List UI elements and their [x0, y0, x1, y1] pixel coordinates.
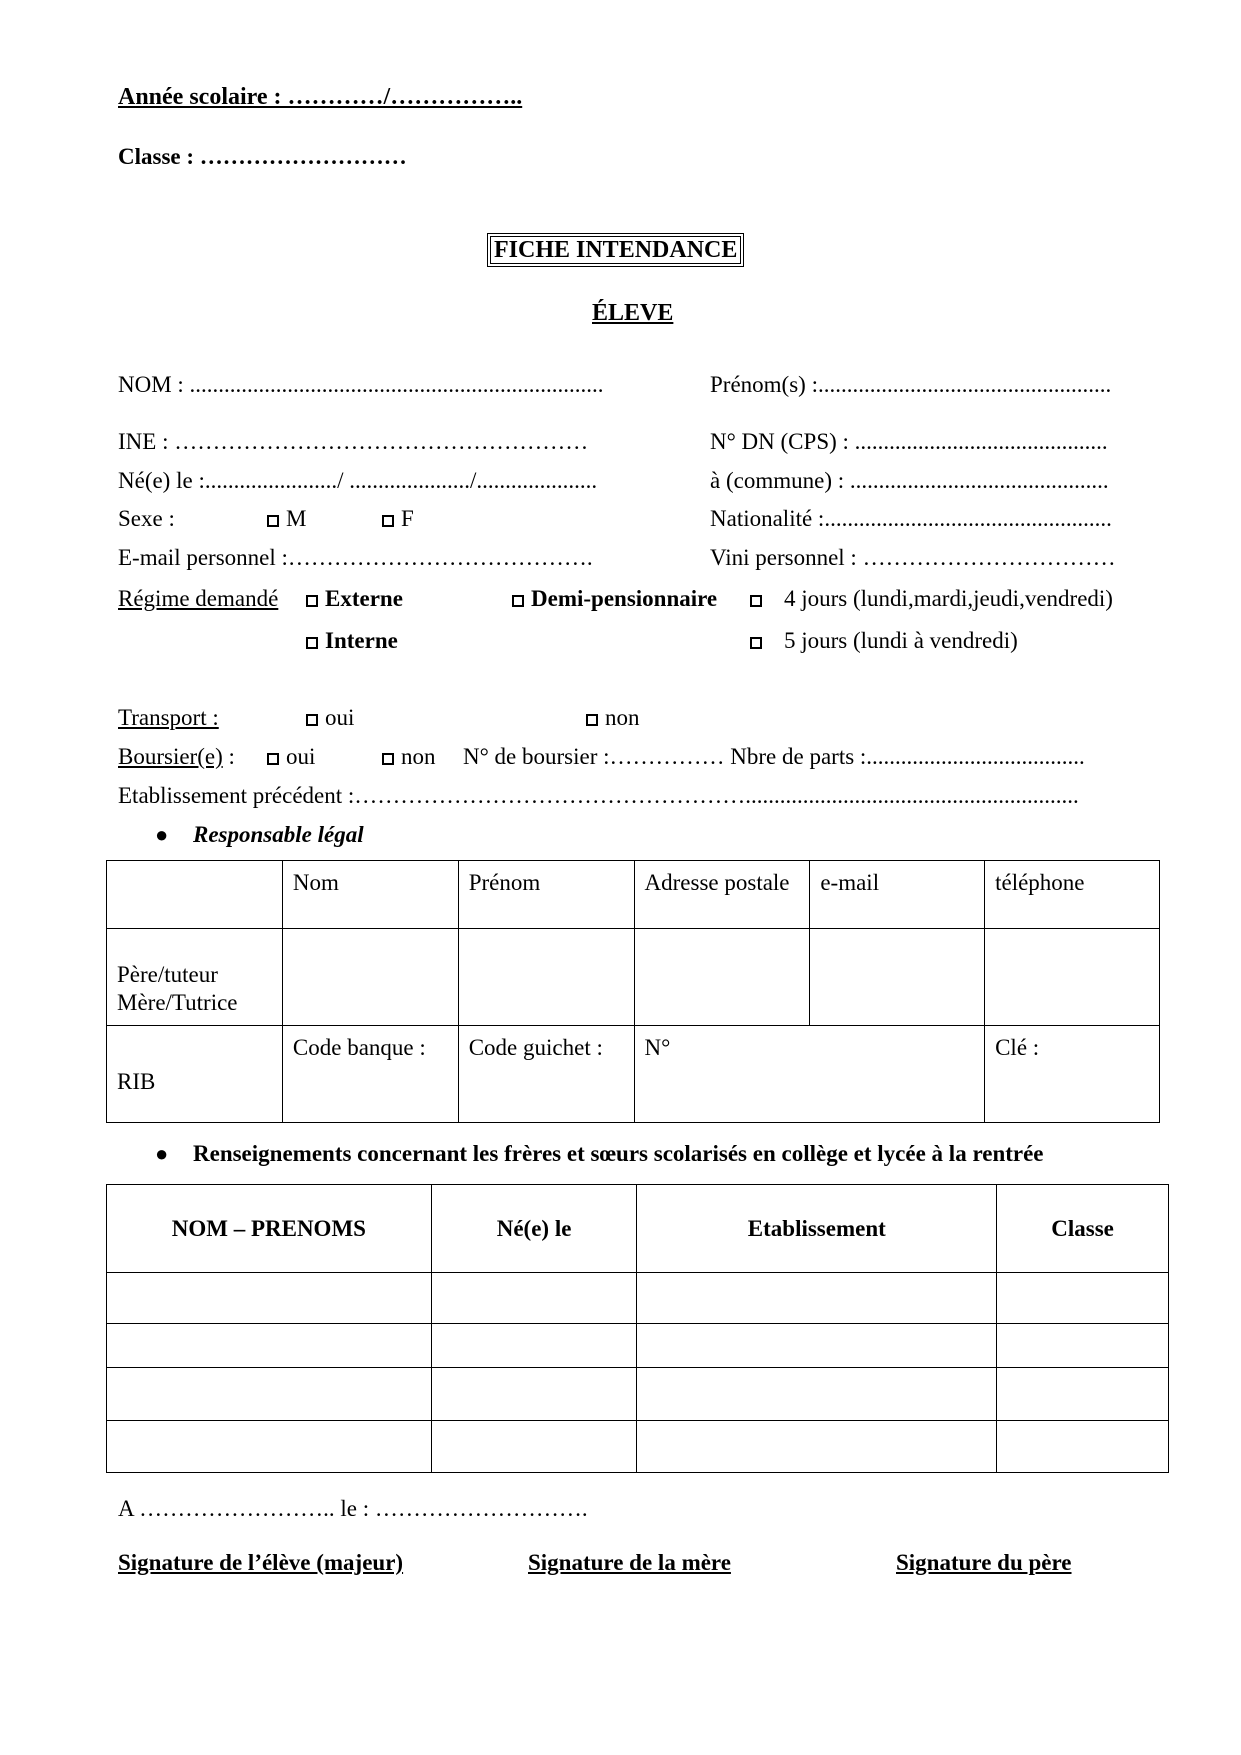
checkbox-icon[interactable] [306, 714, 318, 726]
input-cell[interactable] [637, 1421, 997, 1473]
input-cell[interactable] [107, 1324, 432, 1368]
page-title [490, 234, 741, 266]
ndn-field[interactable]: N° DN (CPS) : ............................................ [710, 429, 1108, 454]
table-header-row [107, 1185, 1169, 1273]
checkbox-icon[interactable] [267, 753, 279, 765]
signature-mere: Signature de la mère [528, 1550, 731, 1575]
rib-label-cell: RIB [107, 1026, 283, 1123]
checkbox-icon[interactable] [306, 637, 318, 649]
boursier-label [118, 744, 235, 770]
input-cell[interactable] [431, 1324, 637, 1368]
num-boursier-field[interactable]: N° de boursier :…………… Nbre de parts :...................................... [463, 744, 1085, 769]
table-row [107, 1273, 1169, 1324]
checkbox-icon[interactable] [306, 595, 318, 607]
boursier-oui-label: oui [286, 744, 316, 769]
ine-field[interactable]: INE : ……………………………………………… [118, 429, 589, 454]
transport-oui-option[interactable] [306, 705, 354, 731]
subtitle: ÉLEVE [592, 300, 674, 326]
boursier-non-label: non [401, 744, 436, 769]
section-responsable: Responsable légal [193, 822, 364, 847]
cinq-jours-label: 5 jours (lundi à vendredi) [784, 628, 1018, 653]
checkbox-icon[interactable] [512, 595, 524, 607]
boursier-colon: : [222, 744, 235, 769]
input-cell[interactable] [810, 929, 985, 1026]
table-row [107, 1421, 1169, 1473]
signature-pere: Signature du père [896, 1550, 1072, 1575]
input-cell[interactable] [431, 1368, 637, 1421]
checkbox-icon[interactable] [267, 515, 279, 527]
lieu-date-field[interactable]: A …………………….. le : ………………………. [118, 1496, 588, 1521]
section-freres-soeurs: Renseignements concernant les frères et sœurs scolarisés en collège et lycée à la rentrée [193, 1141, 1044, 1166]
header-cell: Adresse postale [634, 861, 810, 929]
boursier-non-option[interactable] [382, 744, 436, 770]
transport-non-label: non [605, 705, 640, 730]
input-cell[interactable] [282, 929, 458, 1026]
regime-label: Régime demandé [118, 586, 279, 611]
externe-label: Externe [325, 586, 403, 611]
checkbox-icon[interactable] [586, 714, 598, 726]
input-cell[interactable] [997, 1368, 1169, 1421]
boursier-oui-option[interactable] [267, 744, 315, 770]
cinq-jours-option[interactable] [750, 628, 1018, 654]
quatre-jours-option[interactable] [750, 586, 1113, 612]
interne-label: Interne [325, 628, 398, 653]
input-cell[interactable] [458, 929, 634, 1026]
header-cell: téléphone [985, 861, 1160, 929]
nationalite-field[interactable]: Nationalité :.................................................. [710, 506, 1112, 531]
numero-cell[interactable]: N° [634, 1026, 985, 1123]
regime-externe-option[interactable] [306, 586, 403, 612]
commune-field[interactable]: à (commune) : ............................................. [710, 468, 1109, 493]
code-banque-cell[interactable]: Code banque : [282, 1026, 458, 1123]
email-field[interactable]: E-mail personnel :…………………………………. [118, 545, 593, 570]
vini-field[interactable]: Vini personnel : …………………………… [710, 545, 1116, 570]
responsable-table [106, 860, 1160, 1123]
input-cell[interactable] [997, 1421, 1169, 1473]
table-row [107, 1324, 1169, 1368]
quatre-jours-label: 4 jours (lundi,mardi,jeudi,vendredi) [784, 586, 1113, 611]
bullet-icon: ● [155, 822, 169, 847]
header-cell: e-mail [810, 861, 985, 929]
checkbox-icon[interactable] [750, 637, 762, 649]
title-text: FICHE INTENDANCE [490, 236, 741, 264]
transport-non-option[interactable] [586, 705, 640, 731]
regime-interne-option[interactable] [306, 628, 398, 654]
etablissement-precedent-field[interactable]: Etablissement précédent :…………………………………………….......................................................... [118, 783, 1079, 808]
signature-eleve: Signature de l’élève (majeur) [118, 1550, 404, 1575]
checkbox-icon[interactable] [750, 595, 762, 607]
sexe-m-option[interactable] [267, 506, 306, 532]
input-cell[interactable] [107, 1368, 432, 1421]
parent-label-cell: Père/tuteur Mère/Tutrice [107, 929, 283, 1026]
input-cell[interactable] [997, 1273, 1169, 1324]
header-cell: Nom [282, 861, 458, 929]
table-row [107, 1026, 1160, 1123]
header-cell: Prénom [458, 861, 634, 929]
table-row [107, 1368, 1169, 1421]
header-cell: Etablissement [637, 1185, 997, 1273]
demi-label: Demi-pensionnaire [531, 586, 718, 611]
transport-label: Transport : [118, 705, 219, 730]
input-cell[interactable] [431, 1421, 637, 1473]
input-cell[interactable] [637, 1324, 997, 1368]
input-cell[interactable] [107, 1273, 432, 1324]
bullet-icon: ● [155, 1141, 169, 1166]
prenoms-field[interactable]: Prénom(s) :................................................... [710, 372, 1112, 397]
freres-soeurs-table [106, 1184, 1169, 1473]
header-cell: NOM – PRENOMS [107, 1185, 432, 1273]
checkbox-icon[interactable] [382, 515, 394, 527]
ne-le-field[interactable]: Né(e) le :......................./ ...................../..................... [118, 468, 598, 493]
sexe-label: Sexe : [118, 506, 175, 531]
header-cell: Né(e) le [431, 1185, 637, 1273]
input-cell[interactable] [107, 1421, 432, 1473]
boursier-text: Boursier(e) [118, 744, 223, 769]
input-cell[interactable] [637, 1273, 997, 1324]
header-cell: Classe [997, 1185, 1169, 1273]
code-guichet-cell[interactable]: Code guichet : [458, 1026, 634, 1123]
sexe-f-option[interactable] [382, 506, 414, 532]
sexe-m-label: M [286, 506, 307, 531]
input-cell[interactable] [985, 929, 1160, 1026]
classe: Classe : ……………………… [118, 144, 407, 169]
input-cell[interactable] [634, 929, 810, 1026]
nom-field[interactable]: NOM : ........................................................................ [118, 372, 604, 397]
header-cell [107, 861, 283, 929]
input-cell[interactable] [637, 1368, 997, 1421]
regime-demi-option[interactable] [512, 586, 717, 612]
input-cell[interactable] [431, 1273, 637, 1324]
checkbox-icon[interactable] [382, 753, 394, 765]
cle-cell[interactable]: Clé : [985, 1026, 1160, 1123]
table-header-row [107, 861, 1160, 929]
transport-oui-label: oui [325, 705, 355, 730]
table-row [107, 929, 1160, 1026]
annee-scolaire: Année scolaire : …………/…………….. [118, 84, 523, 110]
sexe-f-label: F [401, 506, 414, 531]
input-cell[interactable] [997, 1324, 1169, 1368]
